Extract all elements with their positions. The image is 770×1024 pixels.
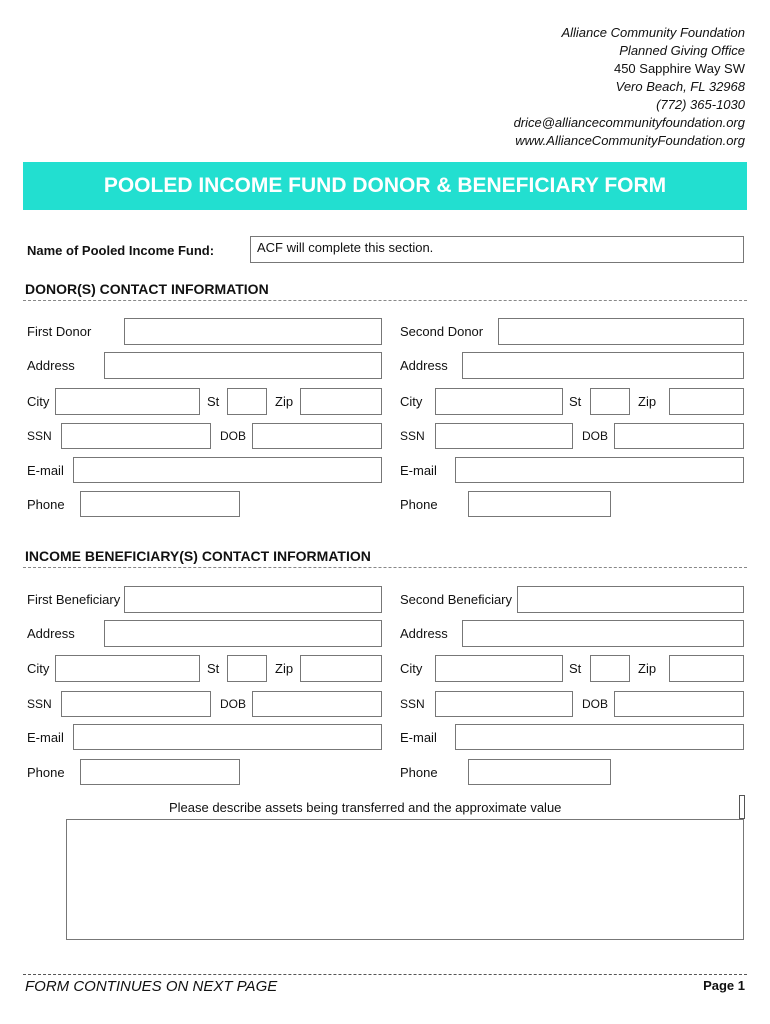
ben2-state-input[interactable] (590, 655, 630, 682)
ben2-city-label: City (400, 661, 423, 676)
ben2-phone-label: Phone (400, 765, 438, 780)
first-donor-name-input[interactable] (124, 318, 382, 345)
first-beneficiary-name-input[interactable] (124, 586, 382, 613)
donor1-phone-input[interactable] (80, 491, 240, 517)
ben1-zip-label: Zip (275, 661, 294, 676)
fund-name-field[interactable]: ACF will complete this section. (250, 236, 744, 263)
section-divider (23, 300, 747, 301)
ben2-zip-input[interactable] (669, 655, 744, 682)
section-divider (23, 567, 747, 568)
donor2-ssn-label: SSN (400, 429, 425, 443)
first-donor-label: First Donor (27, 324, 92, 339)
ben1-address-input[interactable] (104, 620, 382, 647)
ben1-city-label: City (27, 661, 50, 676)
office-name: Planned Giving Office (619, 43, 745, 58)
donor2-email-label: E-mail (400, 463, 437, 478)
ben1-phone-input[interactable] (80, 759, 240, 785)
donor2-state-input[interactable] (590, 388, 630, 415)
donor2-phone-input[interactable] (468, 491, 611, 517)
org-name: Alliance Community Foundation (561, 25, 745, 40)
ben1-address-label: Address (27, 626, 75, 641)
ben1-ssn-label: SSN (27, 697, 52, 711)
donor1-zip-label: Zip (275, 394, 294, 409)
donor1-st-label: St (207, 394, 220, 409)
donor1-email-input[interactable] (73, 457, 382, 483)
donor2-st-label: St (569, 394, 582, 409)
donor1-zip-input[interactable] (300, 388, 382, 415)
donor1-email-label: E-mail (27, 463, 64, 478)
form-continues-note: FORM CONTINUES ON NEXT PAGE (25, 978, 278, 995)
donor2-dob-input[interactable] (614, 423, 744, 449)
donor1-address-label: Address (27, 358, 75, 373)
footer-divider (23, 974, 747, 975)
second-beneficiary-name-input[interactable] (517, 586, 744, 613)
donor2-zip-input[interactable] (669, 388, 744, 415)
donor-section-heading: DONOR(S) CONTACT INFORMATION (25, 281, 269, 297)
ben2-email-label: E-mail (400, 730, 437, 745)
donor2-phone-label: Phone (400, 497, 438, 512)
donor2-city-input[interactable] (435, 388, 563, 415)
ben2-dob-label: DOB (582, 697, 609, 711)
assets-description-textarea[interactable] (66, 819, 744, 940)
ben1-dob-input[interactable] (252, 691, 382, 717)
second-donor-label: Second Donor (400, 324, 484, 339)
ben1-email-input[interactable] (73, 724, 382, 750)
donor1-ssn-input[interactable] (61, 423, 211, 449)
ben2-ssn-input[interactable] (435, 691, 573, 717)
donor1-dob-input[interactable] (252, 423, 382, 449)
donor1-dob-label: DOB (220, 429, 247, 443)
ben2-zip-label: Zip (638, 661, 657, 676)
ben2-address-label: Address (400, 626, 448, 641)
ben2-address-input[interactable] (462, 620, 744, 647)
donor1-city-label: City (27, 394, 50, 409)
donor1-state-input[interactable] (227, 388, 267, 415)
form-title-banner: POOLED INCOME FUND DONOR & BENEFICIARY FORM (23, 162, 747, 210)
donor2-zip-label: Zip (638, 394, 657, 409)
assets-description-label: Please describe assets being transferred and the approximate value (169, 800, 562, 815)
ben2-phone-input[interactable] (468, 759, 611, 785)
org-phone: (772) 365-1030 (656, 97, 745, 112)
organization-address-block (514, 24, 745, 150)
second-donor-name-input[interactable] (498, 318, 744, 345)
donor1-phone-label: Phone (27, 497, 65, 512)
ben2-ssn-label: SSN (400, 697, 425, 711)
donor2-dob-label: DOB (582, 429, 609, 443)
donor2-address-label: Address (400, 358, 448, 373)
first-beneficiary-label: First Beneficiary (27, 592, 121, 607)
donor2-address-input[interactable] (462, 352, 744, 379)
ben2-dob-input[interactable] (614, 691, 744, 717)
assets-scrollbar[interactable] (739, 795, 745, 819)
ben1-email-label: E-mail (27, 730, 64, 745)
street-address: 450 Sapphire Way SW (613, 61, 745, 76)
ben2-st-label: St (569, 661, 582, 676)
ben2-email-input[interactable] (455, 724, 744, 750)
org-email: drice@alliancecommunityfoundation.org (513, 115, 745, 130)
donor1-city-input[interactable] (55, 388, 200, 415)
fund-name-label: Name of Pooled Income Fund: (27, 243, 215, 258)
donor2-email-input[interactable] (455, 457, 744, 483)
ben1-phone-label: Phone (27, 765, 65, 780)
ben1-ssn-input[interactable] (61, 691, 211, 717)
org-website: www.AllianceCommunityFoundation.org (515, 133, 745, 148)
ben2-city-input[interactable] (435, 655, 563, 682)
donor1-ssn-label: SSN (27, 429, 52, 443)
donor2-ssn-input[interactable] (435, 423, 573, 449)
ben1-city-input[interactable] (55, 655, 200, 682)
ben1-zip-input[interactable] (300, 655, 382, 682)
donor2-city-label: City (400, 394, 423, 409)
second-beneficiary-label: Second Beneficiary (400, 592, 513, 607)
ben1-dob-label: DOB (220, 697, 247, 711)
ben1-st-label: St (207, 661, 220, 676)
ben1-state-input[interactable] (227, 655, 267, 682)
donor1-address-input[interactable] (104, 352, 382, 379)
page-number: Page 1 (703, 978, 745, 993)
city-state-zip: Vero Beach, FL 32968 (615, 79, 745, 94)
beneficiary-section-heading: INCOME BENEFICIARY(S) CONTACT INFORMATION (25, 548, 371, 564)
